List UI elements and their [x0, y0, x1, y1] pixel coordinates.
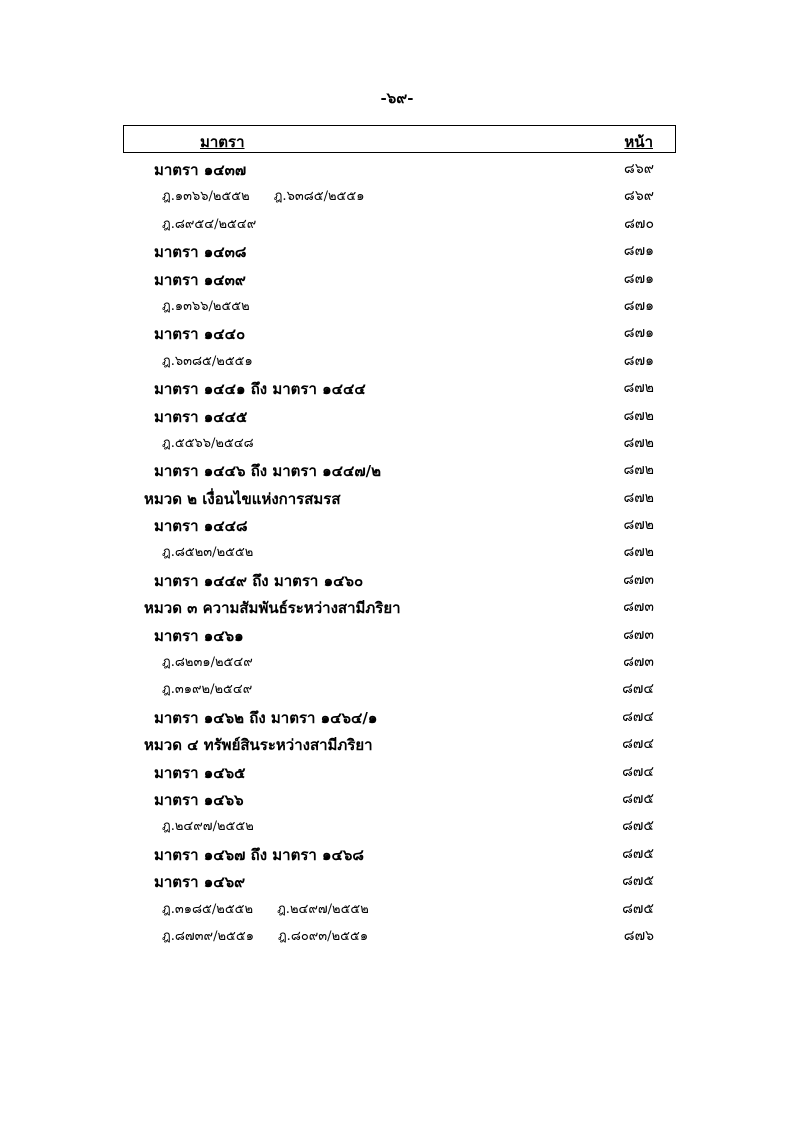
entry-page-number: ๘๗๕: [622, 873, 654, 890]
entry-page-number: ๘๗๖: [623, 927, 654, 944]
page-number: -๖๙-: [380, 89, 414, 107]
entry-text: [154, 322, 245, 346]
entry-text: [162, 678, 252, 699]
ruling-row: [0, 648, 794, 675]
entry-label-secondary: ฎ.๖๓๘๕/๒๕๕๑: [273, 189, 365, 205]
entry-label: มาตรา ๑๔๔๙ ถึง มาตรา ๑๔๖๐: [154, 571, 364, 590]
entry-label: ฎ.๒๔๙๗/๒๕๕๒: [162, 819, 254, 835]
entry-page-number: ๘๗๕: [622, 790, 654, 807]
entry-text: [154, 843, 364, 867]
entry-page-number: ๘๗๓: [623, 571, 654, 588]
ruling-row: [0, 812, 794, 839]
entry-label: มาตรา ๑๔๖๙: [154, 873, 246, 892]
entry-text: [154, 240, 246, 264]
entry-label: มาตรา ๑๔๖๖: [154, 790, 244, 809]
entry-label: มาตรา ๑๔๓๙: [154, 270, 246, 289]
entry-label: หมวด ๒ เงื่อนไขแห่งการสมรส: [144, 489, 341, 508]
entry-label: ฎ.๘๒๓๑/๒๕๔๙: [162, 655, 253, 671]
entry-text: [154, 624, 244, 648]
section-row: [0, 703, 794, 730]
entry-text: [154, 870, 245, 894]
entry-page-number: ๘๗๔: [622, 763, 654, 780]
section-row: [0, 155, 794, 182]
entry-text: [162, 185, 364, 206]
entry-label: ฎ.๘๗๓๙/๒๕๕๑: [162, 928, 254, 944]
entry-label: มาตรา ๑๔๔๘: [154, 517, 248, 536]
entry-label: หมวด ๔ ทรัพย์สินระหว่างสามีภริยา: [144, 736, 373, 755]
entry-page-number: ๘๗๑: [623, 243, 654, 260]
entry-label: มาตรา ๑๔๔๕: [154, 407, 248, 426]
ruling-row: [0, 895, 794, 922]
ruling-row: [0, 922, 794, 949]
entry-text: [162, 815, 254, 836]
entry-page-number: ๘๗๓: [623, 654, 654, 671]
entry-text: [162, 432, 254, 453]
section-row: [0, 566, 794, 593]
entry-text: [154, 405, 247, 429]
section-row: [0, 374, 794, 401]
section-row: [0, 758, 794, 785]
ruling-row: [0, 429, 794, 456]
entry-text: [154, 158, 246, 182]
section-row: [0, 867, 794, 894]
entry-page-number: ๘๗๔: [622, 681, 654, 698]
section-row: [0, 785, 794, 812]
chapter-row: [0, 484, 794, 511]
entry-label: ฎ.๑๓๖๖/๒๕๕๒: [162, 298, 250, 314]
entry-label: หมวด ๓ ความสัมพันธ์ระหว่างสามีภริยา: [144, 599, 401, 618]
chapter-row: [0, 730, 794, 757]
entry-page-number: ๘๗๒: [623, 434, 654, 451]
entry-text: [154, 706, 377, 730]
entry-label-secondary: ฎ.๘๐๙๓/๒๕๕๑: [277, 928, 369, 944]
entry-text: [162, 651, 253, 672]
entry-text: [154, 761, 246, 785]
ruling-row: [0, 210, 794, 237]
entry-text: [154, 459, 381, 483]
entry-page-number: ๘๖๙: [624, 188, 654, 205]
entry-text: [162, 295, 250, 316]
header-page-label: หน้า: [624, 133, 653, 151]
entry-text: [144, 596, 401, 620]
chapter-row: [0, 593, 794, 620]
entry-page-number: ๘๗๕: [622, 900, 654, 917]
entry-label-secondary: ฎ.๒๔๙๗/๒๕๕๒: [277, 901, 369, 917]
entry-label: มาตรา ๑๔๔๑ ถึง มาตรา ๑๔๔๔: [154, 380, 366, 399]
entry-page-number: ๘๗๒: [623, 462, 654, 479]
entry-text: [154, 514, 248, 538]
entry-label: มาตรา ๑๔๖๒ ถึง มาตรา ๑๔๖๔/๑: [154, 708, 378, 727]
entry-label: มาตรา ๑๔๓๘: [154, 243, 247, 262]
entry-text: [162, 898, 369, 919]
entry-label: มาตรา ๑๔๖๑: [154, 626, 244, 645]
entry-label: ฎ.๖๓๘๕/๒๕๕๑: [162, 353, 253, 369]
section-row: [0, 265, 794, 292]
entry-label: มาตรา ๑๔๖๗ ถึง มาตรา ๑๔๖๘: [154, 845, 364, 864]
entry-page-number: ๘๗๔: [622, 708, 654, 725]
entry-label: ฎ.๘๙๕๔/๒๕๔๙: [162, 216, 257, 232]
ruling-row: [0, 347, 794, 374]
ruling-row: [0, 182, 794, 209]
entry-text: [144, 487, 340, 511]
entry-page-number: ๘๗๑: [623, 270, 654, 287]
section-row: [0, 511, 794, 538]
index-entries: [0, 155, 794, 949]
entry-page-number: ๘๗๒: [623, 489, 654, 506]
entry-page-number: ๘๗๑: [623, 325, 654, 342]
entry-label: มาตรา ๑๔๔๖ ถึง มาตรา ๑๔๔๗/๒: [154, 462, 381, 481]
section-row: [0, 237, 794, 264]
section-row: [0, 402, 794, 429]
ruling-row: [0, 675, 794, 702]
entry-label: ฎ.๕๕๖๖/๒๕๔๘: [162, 435, 254, 451]
entry-label: มาตรา ๑๔๓๗: [154, 161, 247, 179]
entry-text: [162, 925, 368, 946]
section-row: [0, 456, 794, 483]
entry-label: ฎ.๑๓๖๖/๒๕๕๒: [162, 189, 250, 205]
entry-label: มาตรา ๑๔๖๕: [154, 763, 246, 782]
entry-page-number: ๘๗๓: [623, 599, 654, 616]
entry-label: ฎ.๓๑๘๕/๒๕๕๒: [162, 901, 254, 917]
entry-text: [154, 268, 246, 292]
entry-text: [154, 377, 366, 401]
entry-page-number: ๘๗๒: [623, 407, 654, 424]
entry-text: [154, 569, 363, 593]
entry-text: [162, 350, 253, 371]
ruling-row: [0, 292, 794, 319]
entry-page-number: ๘๗๑: [623, 352, 654, 369]
entry-text: [162, 541, 253, 562]
entry-label: ฎ.๓๑๙๒/๒๕๔๙: [162, 682, 253, 698]
entry-page-number: ๘๗๑: [623, 297, 654, 314]
entry-page-number: ๘๗๐: [624, 215, 654, 232]
header-section-label: มาตรา: [200, 133, 245, 151]
section-row: [0, 840, 794, 867]
entry-label: มาตรา ๑๔๔๐: [154, 325, 246, 344]
entry-label: ฎ.๘๕๒๓/๒๕๕๒: [162, 545, 254, 561]
entry-text: [154, 788, 244, 812]
entry-page-number: ๘๗๒: [623, 380, 654, 397]
ruling-row: [0, 538, 794, 565]
entry-page-number: ๘๗๒: [623, 517, 654, 534]
entry-page-number: ๘๗๕: [622, 818, 654, 835]
entry-page-number: ๘๗๒: [623, 544, 654, 561]
entry-text: [162, 213, 256, 234]
entry-page-number: ๘๗๓: [623, 626, 654, 643]
section-row: [0, 621, 794, 648]
entry-page-number: ๘๖๙: [624, 161, 654, 177]
entry-page-number: ๘๗๔: [622, 736, 654, 753]
table-header: [123, 125, 676, 153]
entry-text: [144, 733, 373, 757]
section-row: [0, 319, 794, 346]
entry-page-number: ๘๗๕: [622, 845, 654, 862]
